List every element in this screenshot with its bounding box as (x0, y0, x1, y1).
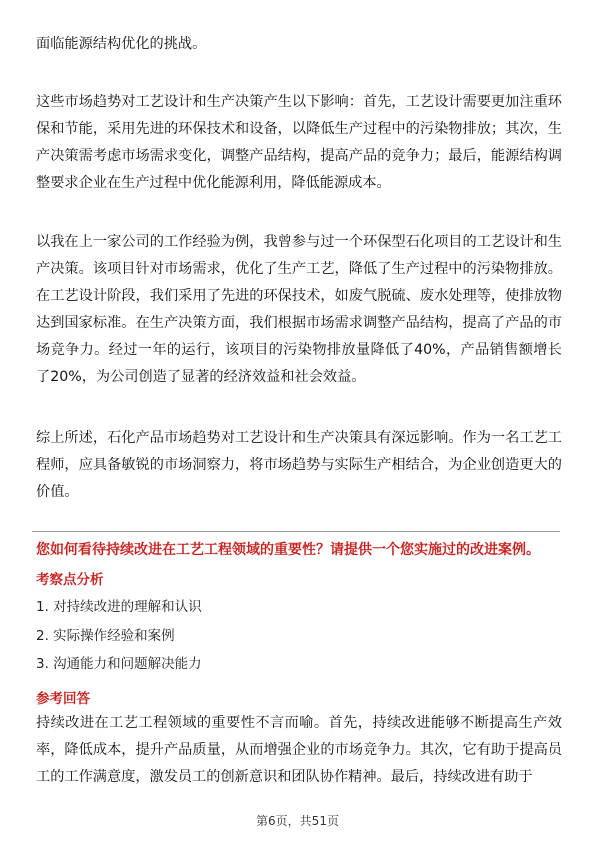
paragraph-summary: 综上所述，石化产品市场趋势对工艺设计和生产决策具有深远影响。作为一名工艺工程师，应具备敏锐的市场洞察力，将市场趋势与实际生产相结合，为企业创造更大的价值。 (36, 430, 562, 500)
analysis-item: 2. 实际操作经验和案例 (36, 628, 175, 644)
paragraph-work-example: 以我在上一家公司的工作经验为例，我曾参与过一个环保型石化项目的工艺设计和生产决策。该项目针对市场需求，优化了生产工艺，降低了生产过程中的污染物排放。在工艺设计阶段，我们采用了先进的环保技术，如废气脱硫、废水处理等，使排放物达到国家标准。在生产决策方面，我们根据市场需求调整产品结构，提高了产品的市场竞争力。经过一年的运行，该项目的污染物排放量降低了40%，产品销售额增长了20%，为公司创造了显著的经济效益和社会效益。 (36, 234, 562, 385)
analysis-item: 3. 沟通能力和问题解决能力 (36, 656, 202, 672)
interview-question: 您如何看待持续改进在工艺工程领域的重要性？请提供一个您实施过的改进案例。 (36, 542, 540, 558)
page-number-footer: 第6页，共51页 (256, 814, 339, 828)
answer-text: 持续改进在工艺工程领域的重要性不言而喻。首先，持续改进能够不断提高生产效率，降低成本，提升产品质量，从而增强企业的市场竞争力。其次，它有助于提高员工的工作满意度，激发员工的创新意识和团队协作精神。最后，持续改进有助于 (36, 715, 562, 785)
paragraph-intro-ending: 面临能源结构优化的挑战。 (36, 36, 207, 52)
section-divider (32, 531, 560, 532)
analysis-heading: 考察点分析 (36, 572, 104, 588)
analysis-item: 1. 对持续改进的理解和认识 (36, 599, 202, 615)
paragraph-market-impact: 这些市场趋势对工艺设计和生产决策产生以下影响：首先，工艺设计需要更加注重环保和节能，采用先进的环保技术和设备，以降低生产过程中的污染物排放；其次，生产决策需考虑市场需求变化，调整产品结构，提高产品的竞争力；最后，能源结构调整要求企业在生产过程中优化能源利用，降低能源成本。 (36, 94, 562, 191)
answer-heading: 参考回答 (36, 691, 90, 707)
